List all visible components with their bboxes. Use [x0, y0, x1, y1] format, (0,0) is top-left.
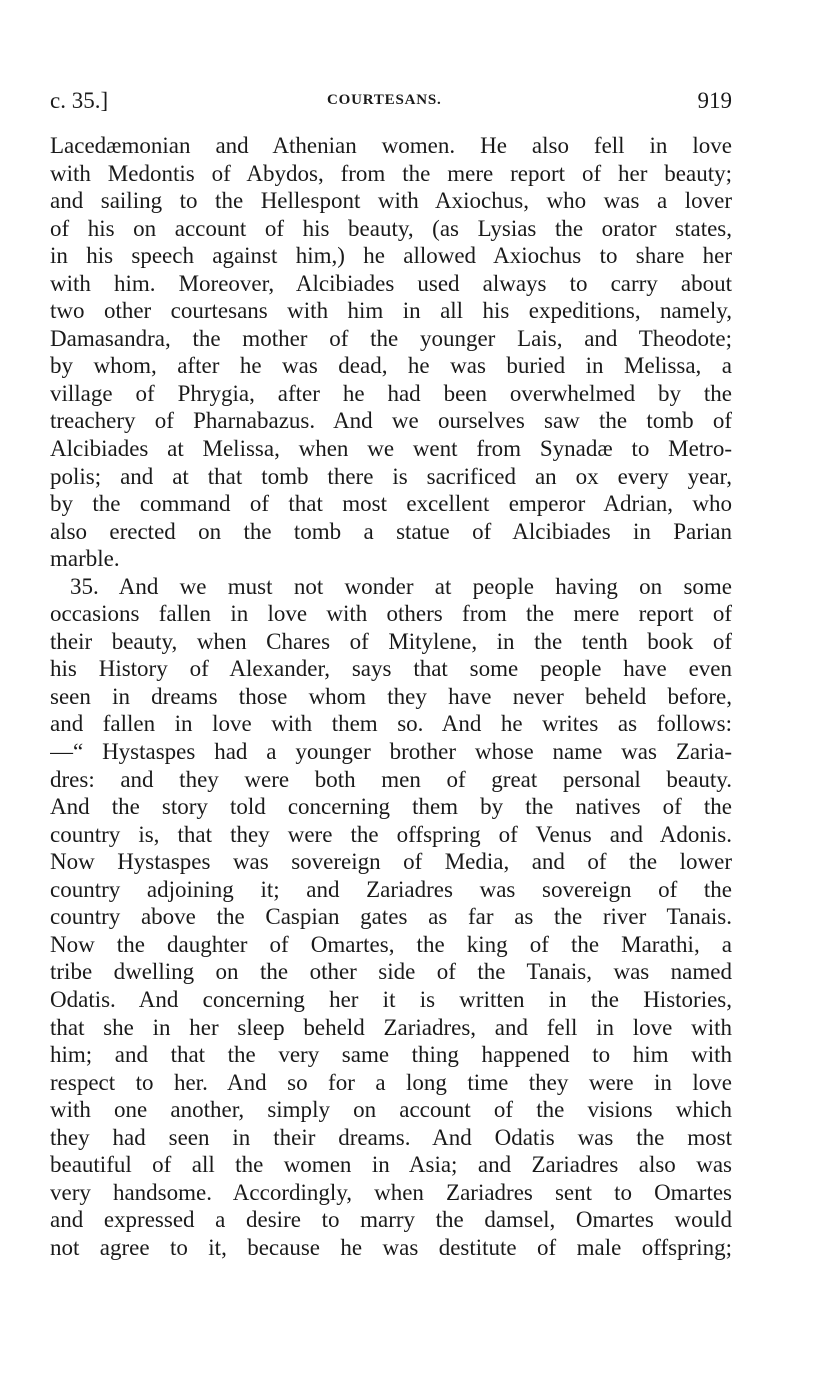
text-line: Now the daughter of Omartes, the king of the Marathi, a	[50, 931, 732, 957]
text-line: —“ Hystaspes had a younger brother whose name was Zaria-	[50, 739, 732, 765]
text-line: Now Hystaspes was sovereign of Media, and of the lower	[50, 849, 732, 875]
text-line: seen in dreams those whom they have never beheld before,	[50, 683, 732, 709]
text-line: two other courtesans with him in all his expeditions, namely,	[50, 298, 732, 324]
text-line: country above the Caspian gates as far as the river Tanais.	[50, 904, 732, 930]
chapter-reference: c. 35.]	[50, 88, 109, 113]
running-header	[50, 88, 732, 122]
text-line: respect to her. And so for a long time they were in love	[50, 1069, 732, 1095]
text-line: and expressed a desire to marry the damsel, Omartes would	[50, 1207, 732, 1233]
text-line: Lacedæmonian and Athenian women. He also fell in love	[50, 133, 732, 158]
body-text	[50, 132, 732, 1261]
text-line: and sailing to the Hellespont with Axiochus, who was a lover	[50, 188, 732, 214]
text-line: him; and that the very same thing happened to him with	[50, 1042, 732, 1068]
text-line: Damasandra, the mother of the younger Lais, and Theodote;	[50, 325, 732, 351]
page-number: 919	[697, 88, 732, 113]
text-line: Odatis. And concerning her it is written in the Histories,	[50, 986, 732, 1012]
text-line: by the command of that most excellent emperor Adrian, who	[50, 491, 732, 517]
text-line: treachery of Pharnabazus. And we ourselves saw the tomb of	[50, 408, 732, 434]
text-line: dres: and they were both men of great personal beauty.	[50, 766, 732, 792]
text-line: by whom, after he was dead, he was buried in Melissa, a	[50, 353, 732, 379]
paragraph-start-line: 35. And we must not wonder at people having on some	[70, 573, 732, 599]
text-line: their beauty, when Chares of Mitylene, in the tenth book of	[50, 628, 732, 654]
text-line: country adjoining it; and Zariadres was sovereign of the	[50, 876, 732, 902]
text-line: his History of Alexander, says that some people have even	[50, 656, 732, 682]
text-line: very handsome. Accordingly, when Zariadres sent to Omartes	[50, 1179, 732, 1205]
text-line: not agree to it, because he was destitute of male offspring;	[50, 1234, 732, 1260]
text-line: and fallen in love with them so. And he writes as follows:	[50, 711, 732, 737]
text-line: that she in her sleep beheld Zariadres, and fell in love with	[50, 1014, 732, 1040]
text-line: village of Phrygia, after he had been overwhelmed by the	[50, 380, 732, 406]
text-line: tribe dwelling on the other side of the Tanais, was named	[50, 959, 732, 985]
text-line: And the story told concerning them by the natives of the	[50, 794, 732, 820]
text-line: beautiful of all the women in Asia; and Zariadres also was	[50, 1152, 732, 1178]
book-page	[50, 88, 732, 1261]
text-line: country is, that they were the offspring of Venus and Adonis.	[50, 821, 732, 847]
text-line: Alcibiades at Melissa, when we went from Synadæ to Metro-	[50, 436, 732, 462]
text-line: they had seen in their dreams. And Odatis was the most	[50, 1124, 732, 1150]
text-line: polis; and at that tomb there is sacrificed an ox every year,	[50, 463, 732, 489]
text-line: with one another, simply on account of the visions which	[50, 1097, 732, 1123]
text-line: occasions fallen in love with others from the mere report of	[50, 601, 732, 627]
text-line: with Medontis of Abydos, from the mere report of her beauty;	[50, 160, 732, 186]
running-title: COURTESANS.	[327, 92, 442, 108]
text-line: with him. Moreover, Alcibiades used always to carry about	[50, 270, 732, 296]
text-line: also erected on the tomb a statue of Alcibiades in Parian	[50, 518, 732, 544]
text-line: of his on account of his beauty, (as Lysias the orator states,	[50, 215, 732, 241]
text-line: marble.	[50, 546, 120, 572]
text-line: in his speech against him,) he allowed Axiochus to share her	[50, 243, 732, 269]
